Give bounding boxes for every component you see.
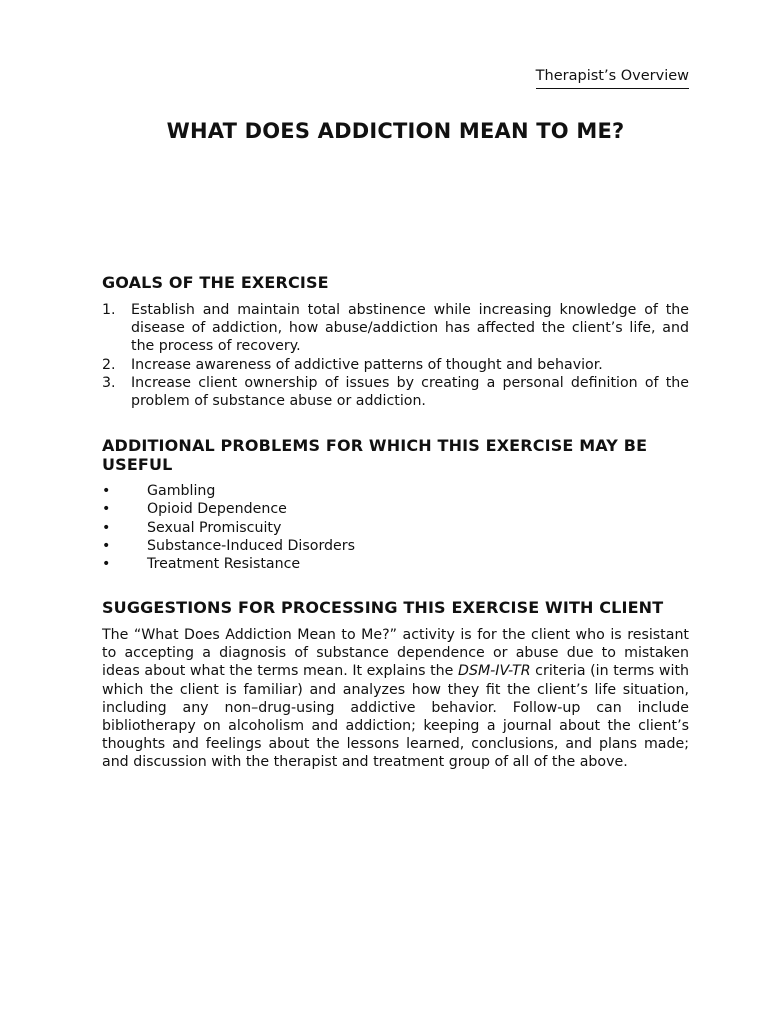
goals-list — [102, 301, 689, 410]
running-head: Therapist’s Overview — [536, 66, 689, 89]
list-item-text: Opioid Dependence — [147, 501, 287, 518]
list-item-text: Substance-Induced Disorders — [147, 537, 355, 554]
list-item-number: 1. — [102, 302, 116, 318]
list-item — [102, 374, 689, 410]
list-item — [102, 555, 689, 573]
list-item-text: Sexual Promiscuity — [147, 519, 282, 536]
list-item — [102, 500, 689, 518]
list-item — [102, 356, 689, 374]
bullet-icon: • — [102, 519, 111, 536]
list-item-text: Gambling — [147, 483, 216, 499]
document-page — [102, 0, 689, 1024]
paragraph-text: The “What Does Addiction Mean to Me?” activity is for the client who is resistant to accepting a diagnosis of substance dependence or abuse due to mistaken ideas about what the terms mean. It explains the — [102, 627, 689, 680]
list-item — [102, 482, 689, 500]
list-item-number: 2. — [102, 356, 116, 373]
additional-problems-heading: ADDITIONAL PROBLEMS FOR WHICH THIS EXERCISE MAY BE USEFUL — [102, 436, 648, 474]
bullet-icon: • — [102, 483, 111, 499]
goals-heading: GOALS OF THE EXERCISE — [102, 273, 329, 292]
bullet-icon: • — [102, 537, 111, 554]
suggestions-paragraph — [102, 626, 689, 772]
list-item-number: 3. — [102, 374, 116, 391]
additional-problems-list — [102, 482, 689, 573]
suggestions-heading: SUGGESTIONS FOR PROCESSING THIS EXERCISE WITH CLIENT — [102, 598, 664, 617]
bullet-icon: • — [102, 556, 111, 573]
list-item-text: Establish and maintain total abstinence while increasing knowledge of the disease of addiction, how abuse/addiction has affected the client’s life, and the process of recovery. — [131, 302, 689, 355]
list-item — [102, 537, 689, 555]
list-item — [102, 301, 689, 356]
list-item-text: Treatment Resistance — [147, 556, 301, 573]
list-item — [102, 519, 689, 537]
dsm-reference: DSM-IV-TR — [458, 663, 531, 680]
bullet-icon: • — [102, 501, 111, 518]
page-title: WHAT DOES ADDICTION MEAN TO ME? — [166, 119, 625, 143]
list-item-text: Increase client ownership of issues by creating a personal definition of the problem of substance abuse or addiction. — [131, 374, 689, 410]
list-item-text: Increase awareness of addictive patterns of thought and behavior. — [131, 356, 603, 373]
paragraph-text: criteria (in terms with which the client is familiar) and analyzes how they fit the client’s life situation, including any non–drug-using addictive behavior. Follow-up can include bibliotherapy on alcoholism and addiction; keeping a journal about the client’s thoughts and feelings about the lessons learned, conclusions, and plans made; and discussion with the therapist and treatment group of all of the above. — [102, 663, 690, 771]
